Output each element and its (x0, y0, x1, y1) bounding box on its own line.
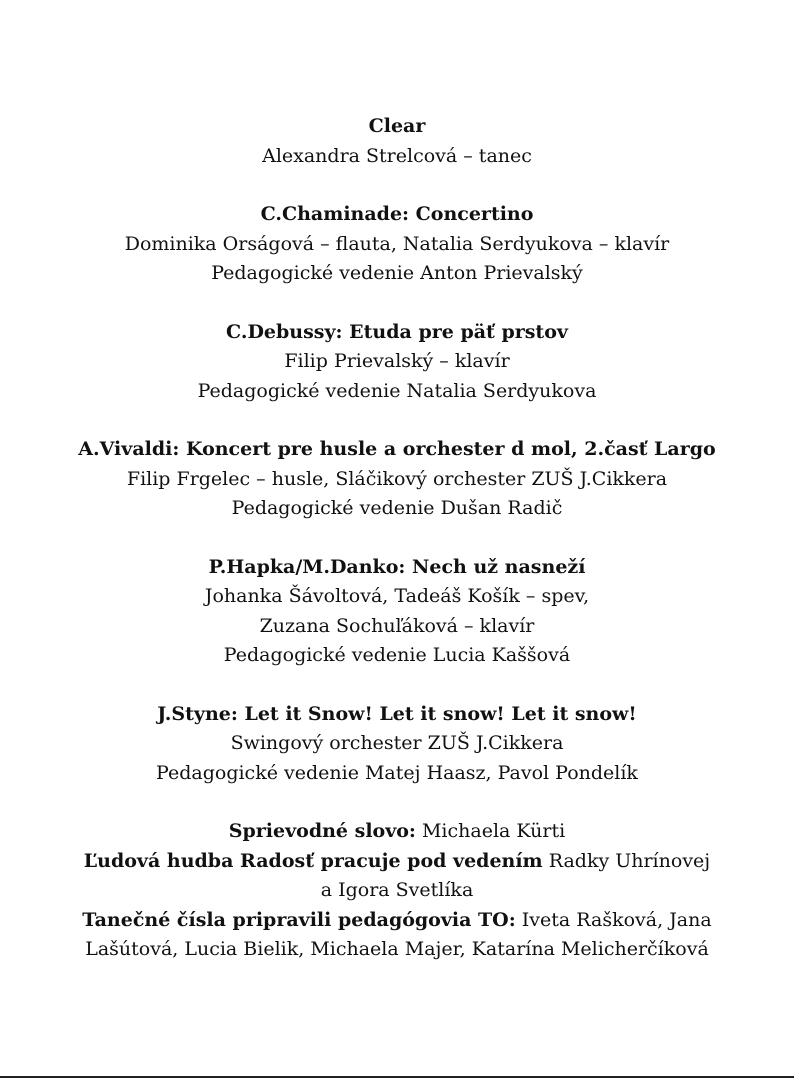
narration-value: Michaela Kürti (415, 820, 566, 842)
program-item (0, 318, 794, 407)
program-item (0, 112, 794, 171)
teacher-line: Pedagogické vedenie Matej Haasz, Pavol Pondelík (156, 761, 638, 784)
performer-line: Alexandra Strelcová – tanec (262, 144, 532, 167)
program-item (0, 435, 794, 524)
dance-credit-cont: Lašútová, Lucia Bielik, Michaela Majer, Katarína Melicherčíková (85, 938, 709, 960)
folk-music-credit-cont: a Igora Svetlíka (320, 879, 474, 901)
bottom-rule (0, 1076, 794, 1078)
narration-label: Sprievodné slovo: (228, 820, 416, 842)
teacher-line: Pedagogické vedenie Dušan Radič (231, 497, 563, 519)
teacher-line: Pedagogické vedenie Lucia Kaššová (223, 644, 571, 666)
performer-line: Filip Frgelec – husle, Sláčikový orchester ZUŠ J.Cikkera (126, 467, 668, 490)
piece-title: P.Hapka/M.Danko: Nech už nasneží (208, 555, 586, 578)
piece-title: C.Chaminade: Concertino (260, 203, 534, 225)
performer-line: Zuzana Sochuľáková – klavír (259, 614, 535, 637)
narration-credit (0, 817, 794, 847)
performer-line: Dominika Orságová – flauta, Natalia Serdyukova – klavír (124, 232, 670, 255)
program-page (0, 112, 794, 965)
dance-credit (0, 906, 794, 936)
performer-line: Johanka Šávoltová, Tadeáš Košík – spev, (204, 585, 590, 607)
teacher-line: Pedagogické vedenie Anton Prievalský (211, 262, 583, 284)
dance-value: Iveta Rašková, Jana (515, 908, 712, 931)
piece-title: C.Debussy: Etuda pre päť prstov (226, 320, 568, 343)
piece-title: J.Styne: Let it Snow! Let it snow! Let it snow! (157, 702, 637, 725)
piece-title: Clear (368, 115, 426, 137)
folk-music-credit (0, 847, 794, 877)
performer-line: Swingový orchester ZUŠ J.Cikkera (230, 732, 564, 754)
dance-label: Tanečné čísla pripravili pedagógovia TO: (82, 908, 516, 931)
program-item (0, 200, 794, 289)
teacher-line: Pedagogické vedenie Natalia Serdyukova (197, 379, 597, 402)
folk-music-label: Ľudová hudba Radosť pracuje pod vedením (83, 849, 543, 872)
piece-title: A.Vivaldi: Koncert pre husle a orchester d mol, 2.časť Largo (78, 438, 716, 460)
credits-section (0, 817, 794, 965)
folk-music-value: Radky Uhrínovej (542, 849, 711, 872)
program-item (0, 700, 794, 789)
performer-line: Filip Prievalský – klavír (284, 350, 510, 372)
program-item (0, 553, 794, 671)
